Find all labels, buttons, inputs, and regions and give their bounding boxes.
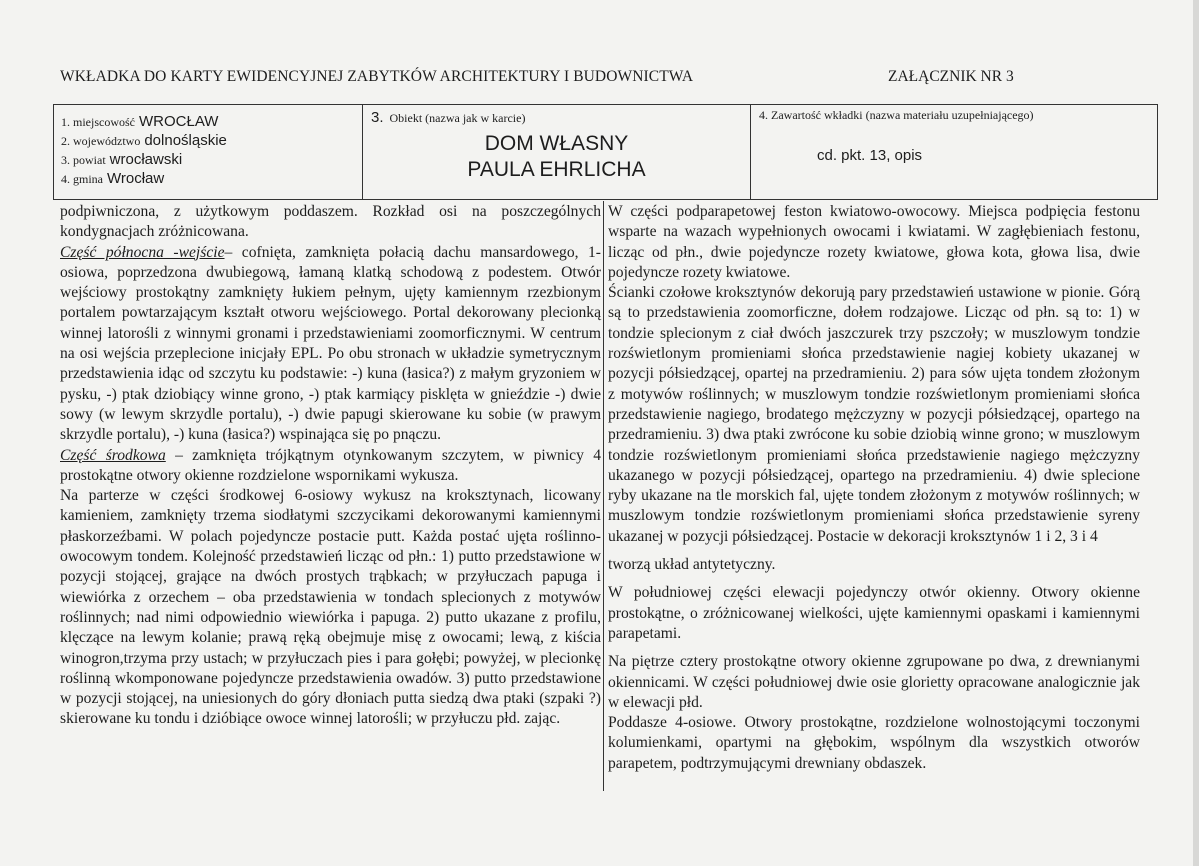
location-row: 4. gmina Wrocław: [61, 170, 165, 187]
paragraph: Część północna -wejście– cofnięta, zamknięta połacią dachu mansardowego, 1-osiowa, poprzedzona dwubiegową, łamaną klatką schodową z podestem. Otwór wejściowy prostokątny zamknięty łukiem pełnym, ujęty kamiennym rzezbionym portalem powtarzającym kształt otworu wejściowego. Portal dekorowany plecionką winnej latorośli z winnymi gronami i przedstawieniami zoomorficznymi. W centrum na osi wejścia przeplecione inicjały EPL. Po obu stronach w układzie symetrycznym przedstawienia idąc od szczytu ku podstawie: -) kuna (łasica?) z małym gryzoniem w pysku, -) ptak dziobiący winne grono, -) ptak karmiący pisklęta w gnieździe -) dwie sowy (w lewym skrzydle portalu), -) dwie papugi skierowane ku sobie (w prawym skrzydle portalu), -) kuna (łasica?) wspinająca się po pnączu.: [60, 243, 601, 444]
paragraph: Na piętrze cztery prostokątne otwory okienne zgrupowane po dwa, z drewnianymi okiennicami. W części południowej dwie osie glorietty opracowane analogicznie jak w elewacji płd.: [608, 653, 1140, 711]
object-label: Obiekt (nazwa jak w karcie): [389, 111, 526, 125]
location-row: 3. powiat wrocławski: [61, 151, 183, 168]
section-heading: Część północna -wejście: [60, 243, 225, 261]
paragraph: W południowej części elewacji pojedynczy otwór okienny. Otwory okienne prostokątne, o zróżnicowanej wielkości, ujęte kamiennymi opaskami i kamiennymi parapetami.: [608, 584, 1140, 642]
location-row: 1. miejscowość WROCŁAW: [61, 113, 219, 130]
left-column: [60, 202, 601, 730]
annex-number: ZAŁĄCZNIK NR 3: [888, 68, 1014, 85]
paragraph: Część środkowa – zamknięta trójkątnym otynkowanym szczytem, w piwnicy 4 prostokątne otwory okienne rozdzielone wspornikami wykusza.: [60, 446, 601, 484]
document-title: WKŁADKA DO KARTY EWIDENCYJNEJ ZABYTKÓW ARCHITEKTURY I BUDOWNICTWA: [60, 68, 694, 85]
paragraph: Ścianki czołowe kroksztynów dekorują pary przedstawień ustawione w pionie. Górą są to przedstawienia zoomorficzne, dołem rodzajowe. Licząc od płn. są to: 1) w tondzie splecionym z ciał dwóch jaszczurek trzy pszczoły; w muszlowym tondzie rozświetlonym promieniami słońca przedstawienie nagiej kobiety ukazanej w pozycji półsiedzącej, opartej na przedramieniu. 2) para sów ujęta tondem złożonym z motywów roślinnych; w muszlowym tondzie rozświetlonym promieniami słońca przedstawienie nagiego, brodatego mężczyzny w pozycji półsiedzącej, opartego na przedramieniu. 3) dwa ptaki zwrócone ku sobie dziobią winne grono; w muszlowym tondzie rozświetlonym promieniami słońca przedstawienie nagiego mężczyzny ukazanego w pozycji półsiedzącej, opartego na przedramieniu. 4) dwie splecione ryby ukazane na tle morskich fal, ujęte tondem złożonym z motywów roślinnych; w muszlowym tondzie rozświetlonym promieniami słońca przedstawienie syreny ukazanej w pozycji półsiedzącej. Postacie w dekoracji kroksztynów 1 i 2, 3 i 4: [608, 284, 1140, 545]
right-column: [608, 202, 1140, 774]
paragraph: tworzą układ antytetyczny.: [608, 556, 776, 574]
location-row: 2. województwo dolnośląskie: [61, 132, 227, 149]
header-table: [53, 104, 1158, 200]
description-body: [53, 201, 1158, 801]
paragraph: Poddasze 4-osiowe. Otwory prostokątne, rozdzielone wolnostojącymi toczonymi kolumienkami, opartymi na głębokim, wspólnym dla wszystkich otworów parapetem, podtrzymującymi drewniany obdaszek.: [608, 714, 1140, 772]
paragraph: W części podparapetowej feston kwiatowo-owocowy. Miejsca podpięcia festonu wsparte na wazach wypełnionych owocami i kwiatami. W zagłębieniach festonu, licząc od płn., dwie pojedyncze rozety kwiatowe, głowa kota, głowa lisa, dwie pojedyncze rozety kwiatowe.: [608, 203, 1140, 281]
contents-value: cd. pkt. 13, opis: [817, 147, 923, 164]
paragraph: Na parterze w części środkowej 6-osiowy wykusz na kroksztynach, licowany kamieniem, zamknięty trzema siodłatymi szczycikami dekorowanymi kamiennymi płaskorzeźbami. W polach pojedyncze postacie putt. Każda postać ujęta roślinno-owocowym tondem. Kolejność przedstawień licząc od płn.: 1) putto przedstawione w pozycji stojącej, grające na dwóch prostych trąbkach; w przyłuczach papuga i wiewiórka z orzechem – oba przedstawienia w tondach splecionych z motywów roślinnych; nad nimi odpowiednio wiewiórka i papuga. 2) putto ukazane z profilu, klęczące na lewym kolanie; prawą ręką obejmuje misę z owocami; lewą, z kiścia winogron,trzyma przy ustach; w przyłuczach pies i para gołębi; powyżej, w plecionkę roślinną wkomponowane pojedyncze przedstawienia owadów. 3) putto przedstawione w pozycji stojącej, na uniesionych do góry dłoniach putta siedzą dwa ptaki (szpaki ?) skierowane ku tondu i dzióbiące owoce winnej latorośli; w przyłuczu płd. zając.: [60, 487, 601, 728]
object-cell: 3. Obiekt (nazwa jak w karcie) DOM WŁASNY PAULA EHRLICHA: [363, 105, 751, 199]
section-heading: Część środkowa: [60, 446, 166, 464]
contents-cell: [751, 105, 1157, 199]
contents-label: 4. Zawartość wkładki (nazwa materiału uzupełniającego): [759, 108, 1034, 122]
paragraph: podpiwniczona, z użytkowym poddaszem. Rozkład osi na poszczególnych kondygnacjach zróżnicowana.: [60, 203, 601, 241]
column-divider: [603, 201, 604, 791]
location-cell: [54, 105, 363, 199]
object-name: DOM WŁASNY PAULA EHRLICHA: [467, 132, 646, 181]
scan-edge: [1193, 0, 1199, 866]
